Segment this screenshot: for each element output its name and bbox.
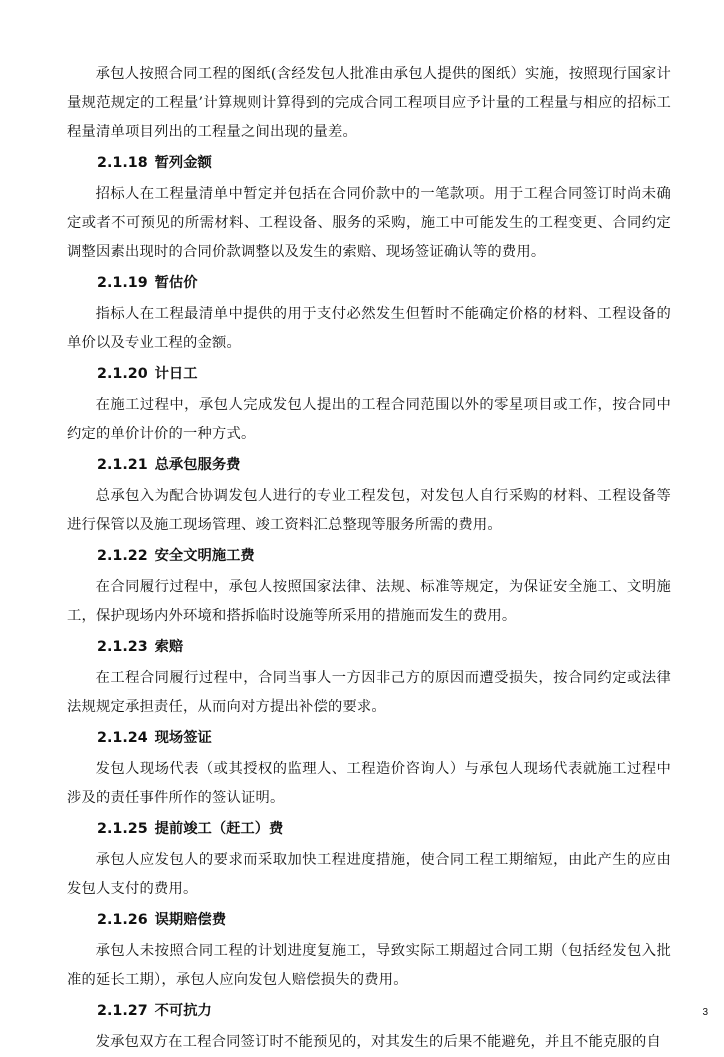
section-heading [67, 815, 671, 844]
section-text: 在施工过程中，承包人完成发包人提出的工程合同范围以外的零星项目或工作，按合同中约定的单价计价的一种方式。 [67, 397, 671, 442]
section-heading [67, 724, 671, 753]
section-text: 招标人在工程量清单中暂定并包括在合同价款中的一笔款项。用于工程合同签订时尚未确定或者不可预见的所需材料、工程设备、服务的采购，施工中可能发生的工程变更、合同约定调整因素出现时的合同价款调整以及发生的索赔、现场签证确认等的费用。 [67, 186, 671, 260]
section-2-1-22 [67, 542, 671, 631]
section-2-1-21 [67, 451, 671, 540]
section-text: 承包人未按照合同工程的计划进度复施工，导致实际工期超过合同工期（包括经发包入批准的延长工期），承包人应向发包人赔偿损失的费用。 [67, 943, 671, 988]
section-title: 误期赔偿费 [154, 912, 227, 928]
section-2-1-26 [67, 906, 671, 995]
section-heading [67, 906, 671, 935]
section-title: 索赔 [154, 639, 184, 655]
section-number: 2.1.19 [97, 275, 148, 291]
section-number: 2.1.18 [97, 155, 148, 171]
section-text: 发承包双方在工程合同签订时不能预见的，对其发生的后果不能避免，并且不能克服的自 [95, 1034, 661, 1050]
section-title: 暂列金额 [154, 155, 212, 171]
section-2-1-19 [67, 269, 671, 358]
section-number: 2.1.20 [97, 366, 148, 382]
section-heading [67, 269, 671, 298]
section-number: 2.1.26 [97, 912, 148, 928]
section-number: 2.1.21 [97, 457, 148, 473]
section-title: 提前竣工（赶工）费 [154, 821, 284, 837]
section-2-1-18 [67, 149, 671, 267]
section-text: 总承包入为配合协调发包人进行的专业工程发包，对发包人自行采购的材料、工程设备等进行保管以及施工现场管理、竣工资料汇总整现等服务所需的费用。 [67, 488, 671, 533]
section-heading [67, 633, 671, 662]
section-number: 2.1.22 [97, 548, 148, 564]
section-text: 在工程合同履行过程中，合同当事人一方因非己方的原因而遭受损失，按合同约定或法律法规规定承担责任，从而向对方提出补偿的要求。 [67, 670, 671, 715]
section-heading [67, 360, 671, 389]
section-heading [67, 997, 671, 1026]
document-body [67, 60, 671, 1057]
section-2-1-25 [67, 815, 671, 904]
section-heading [67, 149, 671, 178]
section-number: 2.1.23 [97, 639, 148, 655]
section-text: 在合同履行过程中，承包人按照国家法律、法规、标准等规定，为保证安全施工、文明施工，保护现场内外环境和搭拆临时设施等所采用的措施而发生的费用。 [67, 579, 671, 624]
section-number: 2.1.27 [97, 1003, 148, 1019]
page-number: 3 [702, 1007, 708, 1018]
section-title: 现场签证 [154, 730, 212, 746]
section-2-1-24 [67, 724, 671, 813]
section-title: 不可抗力 [154, 1003, 212, 1019]
section-2-1-23 [67, 633, 671, 722]
section-2-1-20 [67, 360, 671, 449]
section-text: 指标人在工程最清单中提供的用于支付必然发生但暂时不能确定价格的材料、工程设备的单价以及专业工程的金额。 [67, 306, 671, 351]
section-title: 暂估价 [154, 275, 198, 291]
section-heading [67, 451, 671, 480]
section-2-1-27 [67, 997, 671, 1057]
section-text: 承包人应发包人的要求而采取加快工程进度措施，使合同工程工期缩短，由此产生的应由发包人支付的费用。 [67, 852, 671, 897]
section-number: 2.1.24 [97, 730, 148, 746]
section-heading [67, 542, 671, 571]
section-text: 发包人现场代表（或其授权的监理人、工程造价咨询人）与承包人现场代表就施工过程中涉及的责任事件所作的签认证明。 [67, 761, 671, 806]
section-title: 计日工 [154, 366, 198, 382]
section-title: 安全文明施工费 [154, 548, 255, 564]
section-number: 2.1.25 [97, 821, 148, 837]
section-title: 总承包服务费 [154, 457, 241, 473]
intro-paragraph: 承包人按照合同工程的图纸(含经发包人批准由承包人提供的图纸）实施，按照现行国家计量规范规定的工程量’计算规则计算得到的完成合同工程项目应予计量的工程量与相应的招标工程量清单项目列出的工程量之间出现的量差。 [67, 66, 671, 140]
